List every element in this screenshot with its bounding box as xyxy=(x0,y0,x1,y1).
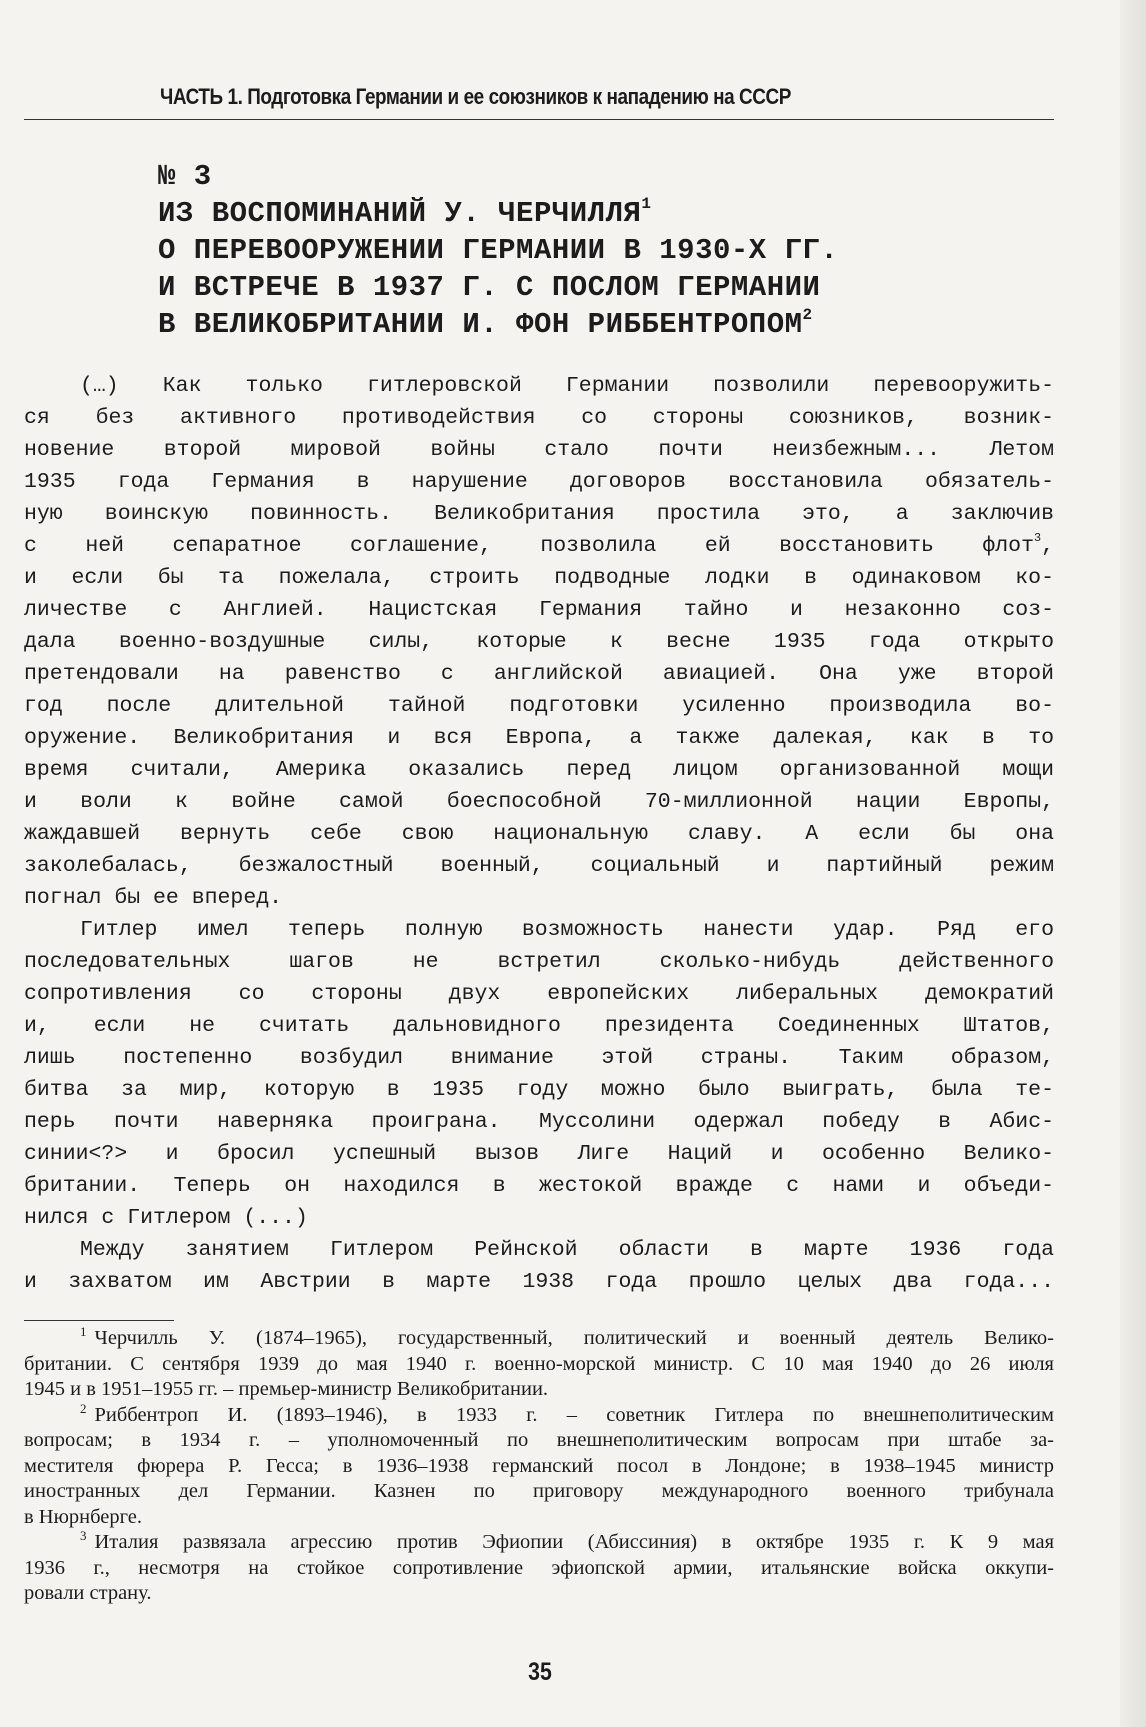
footnote-line: 1936 г., несмотря на стойкое сопротивление эфиопской армии, итальянские войска оккупи- xyxy=(24,1556,1054,1579)
footnote-line: иностранных дел Германии. Казнен по приговору международного военного трибунала xyxy=(24,1480,1054,1502)
body-line: синии<?> и бросил успешный вызов Лиге Наций и особенно Велико- xyxy=(24,1142,1054,1166)
body-line: личестве с Англией. Нацистская Германия тайно и незаконно соз- xyxy=(24,598,1054,622)
title-line-3: И ВСТРЕЧЕ В 1937 Г. С ПОСЛОМ ГЕРМАНИИ xyxy=(158,271,821,304)
body-line: и если бы та пожелала, строить подводные лодки в одинаковом ко- xyxy=(24,566,1054,590)
footnote-ref-3: 3 xyxy=(1034,531,1042,546)
footnote-line: британии. С сентября 1939 до мая 1940 г. военно-морской министр. С 10 мая 1940 до 26 июля xyxy=(24,1352,1054,1375)
body-line: заколебалась, безжалостный военный, социальный и партийный режим xyxy=(24,854,1054,878)
body-line: оружение. Великобритания и вся Европа, а также далекая, как в то xyxy=(24,726,1054,750)
body-line: битва за мир, которую в 1935 году можно было выиграть, была те- xyxy=(24,1078,1054,1102)
body-line: перь почти наверняка проиграна. Муссолини одержал победу в Абис- xyxy=(24,1110,1054,1134)
footnote-line: ровали страну. xyxy=(24,1582,152,1604)
footnote-1: $^1$ Черчилль У. (1874–1965), государственный, политический и военный деятель Велико- xyxy=(80,1324,1054,1349)
body-line: ся без активного противодействия со стороны союзников, возник- xyxy=(24,406,1054,430)
body-line: претендовали на равенство с английской авиацией. Она уже второй xyxy=(24,662,1054,686)
document-title xyxy=(158,158,838,343)
body-line: нился с Гитлером (...) xyxy=(24,1206,308,1230)
body-line: британии. Теперь он находился в жестокой вражде с нами и объеди- xyxy=(24,1174,1054,1198)
footnote-rule xyxy=(24,1320,174,1321)
body-line: Гитлер имел теперь полную возможность нанести удар. Ряд его xyxy=(80,918,1054,942)
footnote-line: в Нюрнберге. xyxy=(24,1505,143,1528)
body-line: лишь постепенно возбудил внимание этой страны. Таким образом, xyxy=(24,1046,1054,1070)
body-line: год после длительной тайной подготовки усиленно производила во- xyxy=(24,694,1054,718)
page-number: 35 xyxy=(528,1658,552,1686)
footnote-3: $^3$ Италия развязала агрессию против Эфиопии (Абиссиния) в октябре 1935 г. К 9 мая xyxy=(80,1528,1054,1553)
footnotes xyxy=(24,1326,1054,1607)
body-text xyxy=(24,370,1054,1298)
body-line: жаждавшей вернуть себе свою национальную славу. А если бы она xyxy=(24,822,1054,846)
body-line: ную воинскую повинность. Великобритания простила это, а заключив xyxy=(24,502,1054,526)
body-line: и воли к войне самой боеспособной 70-миллионной нации Европы, xyxy=(24,790,1054,814)
title-line-1: ИЗ ВОСПОМИНАНИЙ У. ЧЕРЧИЛЛЯ$^1$ xyxy=(158,194,652,230)
body-line: и захватом им Австрии в марте 1938 года прошло целых два года... xyxy=(24,1270,1054,1294)
body-line: время считали, Америка оказались перед лицом организованной мощи xyxy=(24,758,1054,782)
body-line: последовательных шагов не встретил сколько-нибудь действенного xyxy=(24,950,1054,974)
body-line: погнал бы ее вперед. xyxy=(24,886,283,910)
header-rule xyxy=(24,119,1054,120)
running-head: ЧАСТЬ 1. Подготовка Германии и ее союзников к нападению на СССР xyxy=(160,84,791,109)
document-number: № 3 xyxy=(158,160,212,193)
body-line: дала военно-воздушные силы, которые к весне 1935 года открыто xyxy=(24,630,1054,654)
page-edge-shadow xyxy=(1120,0,1146,1727)
body-line: с ней сепаратное соглашение, позволила ей восстановить флот$^3$, xyxy=(24,531,1054,558)
body-line: сопротивления со стороны двух европейских либеральных демократий xyxy=(24,982,1054,1006)
footnote-ref-1: 1 xyxy=(641,194,652,213)
body-line: Между занятием Гитлером Рейнской области в марте 1936 года xyxy=(80,1238,1054,1262)
body-line: (…) Как только гитлеровской Германии позволили перевооружить- xyxy=(80,374,1054,398)
title-line-4: В ВЕЛИКОБРИТАНИИ И. ФОН РИББЕНТРОПОМ$^2$ xyxy=(158,305,813,341)
footnote-line: 1945 и в 1951–1955 гг. – премьер-министр Великобритании. xyxy=(24,1378,549,1400)
footnote-line: местителя фюрера Р. Гесса; в 1936–1938 германский посол в Лондоне; в 1938–1945 министр xyxy=(24,1454,1054,1477)
body-line: новение второй мировой войны стало почти неизбежным... Летом xyxy=(24,438,1054,462)
footnote-line: вопросам; в 1934 г. – уполномоченный по внешнеполитическим вопросам при штабе за- xyxy=(24,1429,1054,1451)
footnote-2: $^2$ Риббентроп И. (1893–1946), в 1933 г. – советник Гитлера по внешнеполитическим xyxy=(80,1400,1054,1426)
title-line-2: О ПЕРЕВООРУЖЕНИИ ГЕРМАНИИ В 1930-Х ГГ. xyxy=(158,234,839,267)
footnote-ref-2: 2 xyxy=(802,305,813,324)
body-line: 1935 года Германия в нарушение договоров восстановила обязатель- xyxy=(24,470,1054,494)
body-line: и, если не считать дальновидного президента Соединенных Штатов, xyxy=(24,1014,1054,1038)
